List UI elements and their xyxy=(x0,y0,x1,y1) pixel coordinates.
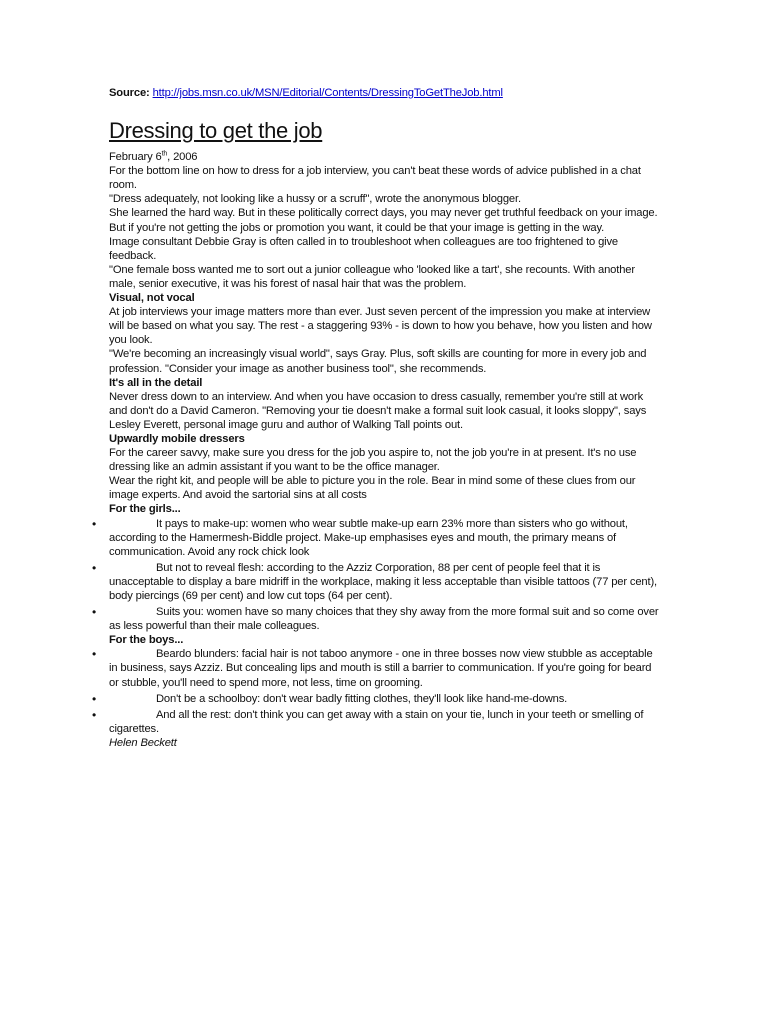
section-paragraph: Wear the right kit, and people will be able to picture you in the role. Bear in mind some of these clues from our image experts. And avoid the sartorial sins at all costs xyxy=(109,475,636,502)
list-item: • It pays to make-up: women who wear subtle make-up earn 23% more than sisters who go without, according to the Hamermesh-Biddle project. Make-up emphasises eyes and mouth, the primary means of communication. Avoid any rock chick look xyxy=(92,516,628,558)
intro-paragraph: "Dress adequately, not looking like a hussy or a scruff", wrote the anonymous blogger. xyxy=(109,193,521,206)
girls-heading: For the girls... xyxy=(109,503,181,516)
source-link[interactable]: http://jobs.msn.co.uk/MSN/Editorial/Contents/DressingToGetTheJob.html xyxy=(152,87,503,99)
section-heading: Visual, not vocal xyxy=(109,292,195,305)
intro-paragraph: But if you're not getting the jobs or promotion you want, it could be that your image is getting in the way. xyxy=(109,221,605,234)
section-paragraph: For the career savvy, make sure you dress for the job you aspire to, not the job you're in at present. It's no use dressing like an admin assistant if you want to be the office manager. xyxy=(109,447,637,474)
bullet-icon: • xyxy=(92,647,97,662)
section-paragraph: Never dress down to an interview. And when you have occasion to dress casually, remember you're still at work and don't do a David Cameron. "Removing your tie doesn't make a formal suit look casual, it looks sloppy", says Lesley Everett, personal image guru and author of Walking Tall points out. xyxy=(109,390,647,431)
source-label: Source xyxy=(109,87,147,99)
list-item: • And all the rest: don't think you can get away with a stain on your tie, lunch in your teeth or smelling of cigarettes. xyxy=(92,707,644,735)
list-item: • Don't be a schoolboy: don't wear badly fitting clothes, they'll look like hand-me-downs. xyxy=(92,691,568,706)
bullet-icon: • xyxy=(92,605,97,620)
bullet-icon: • xyxy=(92,691,97,706)
author-byline: Helen Beckett xyxy=(109,736,177,749)
section-paragraph: "We're becoming an increasingly visual world", says Gray. Plus, soft skills are counting for more in every job and profession. "Consider your image as another business tool", she recommends. xyxy=(109,348,647,375)
article-date: February 6th, 2006 xyxy=(109,150,198,164)
intro-paragraph: She learned the hard way. But in these politically correct days, you may never get truthful feedback on your image. xyxy=(109,207,658,220)
section-paragraph: At job interviews your image matters more than ever. Just seven percent of the impression you make at interview will be based on what you say. The rest - a staggering 93% - is down to how you behave, how you listen and how you look. xyxy=(109,306,652,347)
bullet-icon: • xyxy=(92,560,97,575)
intro-paragraph: For the bottom line on how to dress for a job interview, you can't beat these words of advice published in a chat room. xyxy=(109,165,641,192)
girls-list xyxy=(92,516,661,634)
list-item: • Beardo blunders: facial hair is not taboo anymore - one in three bosses now view stubble as acceptable in business, says Azziz. But concealing lips and mouth is still a barrier to communication. If you're going for beard or stubble, you'll need to spend more, not less, time on grooming. xyxy=(92,647,653,689)
intro-paragraph: "One female boss wanted me to sort out a junior colleague who 'looked like a tart', she recounts. With another male, senior executive, it was his forest of nasal hair that was the problem. xyxy=(109,263,635,290)
list-item: • Suits you: women have so many choices that they shy away from the more formal suit and so come over as less powerful than their male colleagues. xyxy=(92,605,659,633)
list-item: • But not to reveal flesh: according to the Azziz Corporation, 88 per cent of people feel that it is unacceptable to display a bare midriff in the workplace, making it less acceptable than visible tattoos (77 per cent), body piercings (69 per cent) and low cut tops (64 per cent). xyxy=(92,560,657,602)
page-title: Dressing to get the job xyxy=(109,118,323,144)
section-heading: Upwardly mobile dressers xyxy=(109,432,245,445)
source-line: Source: http://jobs.msn.co.uk/MSN/Editorial/Contents/DressingToGetTheJob.html xyxy=(109,87,503,99)
bullet-icon: • xyxy=(92,707,97,722)
section-heading: It's all in the detail xyxy=(109,376,203,389)
article-body xyxy=(92,86,661,750)
intro-paragraph: Image consultant Debbie Gray is often called in to troubleshoot when colleagues are too frightened to give feedback. xyxy=(109,235,618,262)
boys-heading: For the boys... xyxy=(109,634,184,647)
boys-list xyxy=(92,647,661,736)
bullet-icon: • xyxy=(92,516,97,531)
